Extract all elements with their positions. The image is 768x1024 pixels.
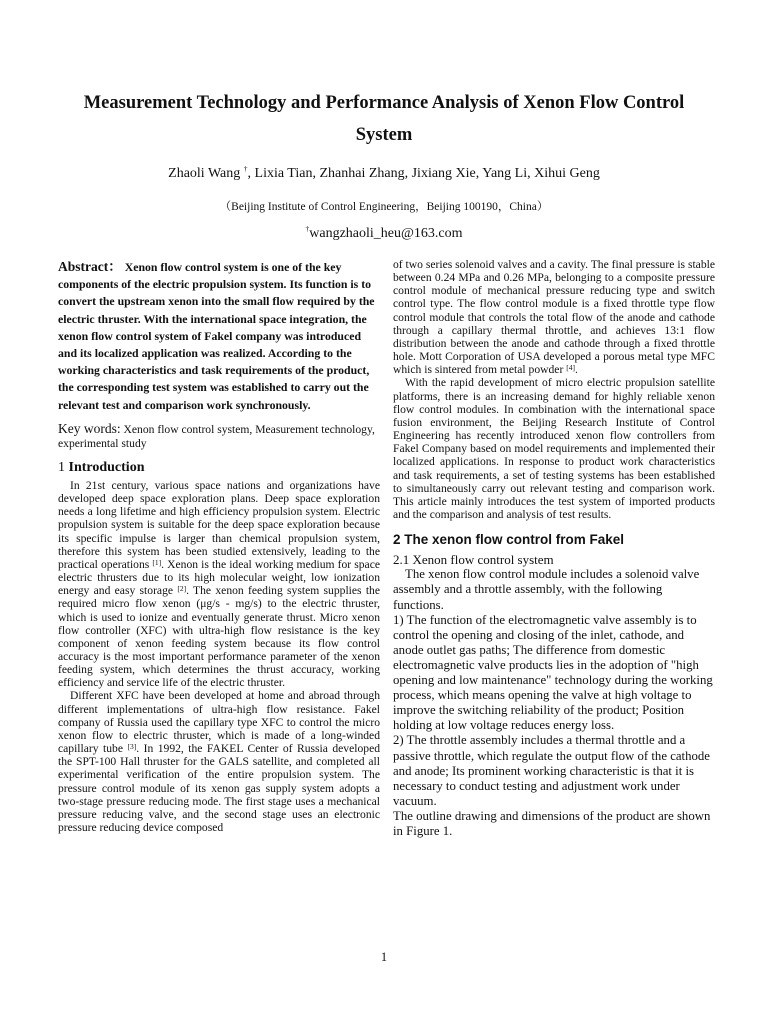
subsection-heading-2-1: 2.1 Xenon flow control system — [393, 552, 554, 568]
keywords — [58, 422, 380, 451]
abstract-text: Xenon flow control system is one of the key components of the electric propulsion system. Its function is to convert the upstream xenon into the small flow required by the electric thruster. With the international space integration, the xenon flow control system of Fakel company was introduced and its localized application was realized. According to the working characteristics and task requirements of the product, the corresponding test system was established to carry out the relevant test and comparison work synchronously. — [58, 260, 375, 412]
intro-paragraph-2 — [58, 689, 380, 834]
right-paragraph-1 — [393, 258, 715, 376]
citation-1: [1] — [152, 557, 162, 567]
citation-3: [3] — [127, 742, 137, 752]
sec21-paragraph-4: The outline drawing and dimensions of the product are shown in Figure 1. — [393, 808, 711, 838]
intro-p2-text-a: Different XFC have been developed at home and abroad through different implementations of ultra-high flow resistance. Fakel company of Russia used the capillary type XFC to control the micro xenon flow to electric thruster, which is made of a long-winded capillary tube — [58, 689, 380, 756]
other-authors: , Lixia Tian, Zhanhai Zhang, Jixiang Xie, Yang Li, Xihui Geng — [247, 166, 600, 181]
section-title: Introduction — [68, 459, 145, 475]
section-heading-2: 2 The xenon flow control from Fakel — [393, 532, 625, 548]
corresponding-author-mark: † — [243, 164, 248, 173]
sec21-paragraph-3: 2) The throttle assembly includes a thermal throttle and a passive throttle, which regulate the output flow of the cathode and anode; Its prominent working characteristic is that it is necessary to conduct testing and adjustment work under vacuum. — [393, 733, 710, 808]
author-list — [0, 166, 768, 182]
intro-p2-text-b: . In 1992, the FAKEL Center of Russia developed the SPT-100 Hall thruster for the GALS satellite, and completed all experimental verification of the entire propulsion system. The pressure control module of its xenon gas supply system adopts a two-stage pressure reducing mode. The first stage uses a mechanical pressure reducing valve, and the second stage uses an electronic pressure reducing device composed — [58, 742, 381, 835]
sec21-paragraph-1: The xenon flow control module includes a solenoid valve assembly and a throttle assembly, with the following functions. — [393, 567, 700, 612]
email-mark: † — [305, 224, 310, 233]
intro-paragraph-1 — [58, 479, 380, 690]
sec21-paragraph-2: 1) The function of the electromagnetic valve assembly is to control the opening and closing of the inlet, cathode, and anode outlet gas paths; The difference from domestic electromagnetic valve products lies in the adoption of "high opening and low maintenance" technology during the working process, which means opening the valve at high voltage to improve the switching reliability of the product; Position holding at low voltage reduces energy loss. — [393, 612, 713, 733]
email-address: wangzhaoli_heu@163.com — [309, 226, 463, 241]
section-heading-introduction — [58, 461, 380, 474]
keywords-label: Key words: — [58, 420, 121, 436]
intro-p1-text-c: . The xenon feeding system supplies the required micro flow xenon (μg/s - mg/s) to the electric thruster, which is used to ionize and eventually generate thrust. Micro xenon flow controller (XFC) with ultra-high flow resistance is the key component of xenon feeding system because its flow control accuracy is the most important performance parameter of the xenon feeding system, which determines the thrust accuracy, working efficiency and service life of the electric thruster. — [58, 584, 380, 690]
paper-title: Measurement Technology and Performance Analysis of Xenon Flow Control System — [83, 93, 685, 145]
left-column — [58, 258, 380, 834]
affiliation: （Beijing Institute of Control Engineering，Beijing 100190，China） — [219, 201, 549, 213]
intro-p1-text-b: . Xenon is the ideal working medium for space electric thrusters due to its high molecular weight, low ionization energy and easy storage — [58, 557, 380, 598]
intro-p1-text-a: In 21st century, various space nations and organizations have developed deep space exploration plans. Deep space exploration needs a long lifetime and high efficiency propulsion system. Electric propulsion system is suitable for the deep space exploration because its specific impulse is larger than chemical propulsion system, therefore this system has been studied extensively, leading to the practical operations — [58, 478, 380, 571]
right-column — [393, 258, 715, 839]
keywords-text: Xenon flow control system, Measurement technology, experimental study — [58, 422, 375, 450]
right-p1-text-b: . — [574, 363, 578, 377]
section-number: 1 — [58, 459, 69, 475]
citation-2: [2] — [177, 584, 187, 594]
abstract-label: Abstract： — [58, 259, 122, 274]
right-paragraph-2: With the rapid development of micro electric propulsion satellite platforms, there is an increasing demand for highly reliable xenon flow control modules. In combination with the international space fusion environment, the Beijing Research Institute of Control Engineering has recently introduced xenon flow controllers from Fakel Company based on model requirements and implemented their localized applications. In response to product work characteristics and task requirements, a set of testing systems has been established to simultaneously carry out relevant testing and comparison work. This article mainly introduces the test system of imported products and the comparison and analysis of test results. — [393, 376, 715, 521]
abstract — [58, 258, 380, 414]
citation-4: [4] — [566, 363, 575, 373]
page-number: 1 — [380, 950, 388, 964]
email-line — [0, 226, 768, 242]
first-author: Zhaoli Wang — [168, 166, 241, 181]
right-p1-text-a: of two series solenoid valves and a cavity. The final pressure is stable between 0.24 MPa and 0.26 MPa, belonging to a composite pressure control module of mechanical pressure reducing type and switch control type. The flow control module is a fixed throttle type flow control module that controls the total flow of the anode and cathode through a capillary thermal throttle, and achieves 13:1 flow distribution between the anode and cathode through a fixed throttle hole. Mott Corporation of USA developed a porous metal type MFC which is sintered from metal powder — [393, 258, 715, 377]
